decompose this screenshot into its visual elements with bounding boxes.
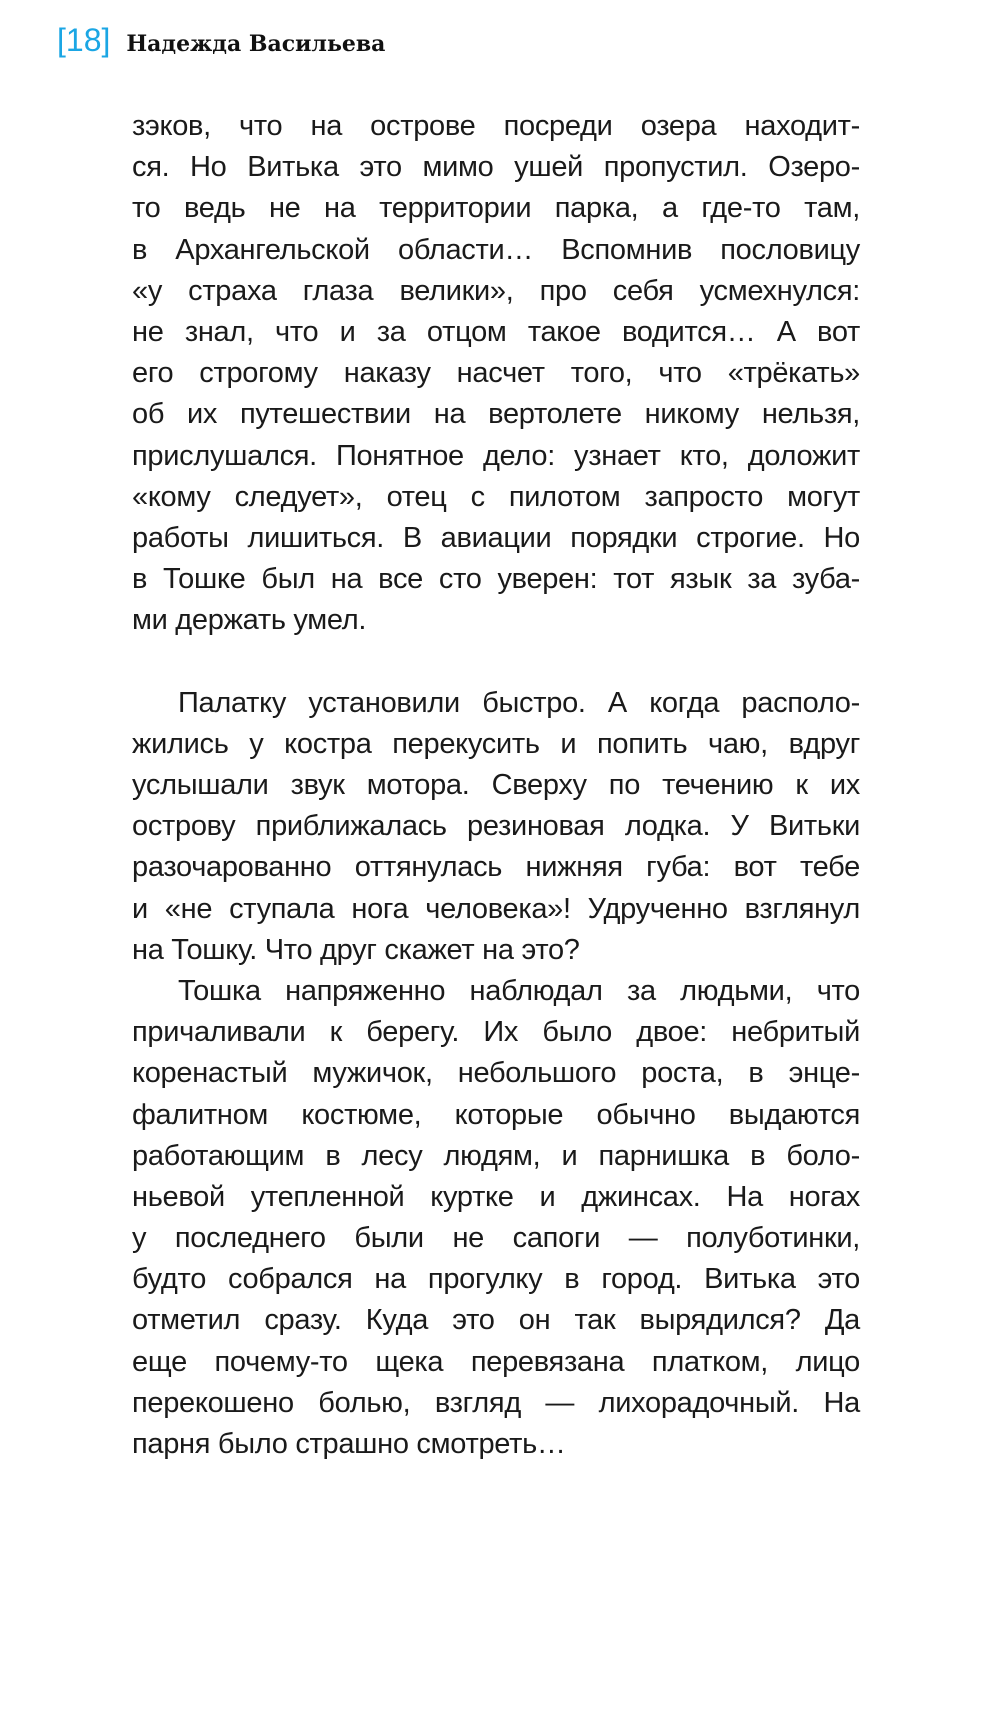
text-line: в Архангельской области… Вспомнив пословицу <box>132 233 860 266</box>
text-line: об их путешествии на вертолете никому нельзя, <box>132 398 860 431</box>
text-line: на Тошку. Что друг скажет на это? <box>132 933 580 966</box>
text-line: «у страха глаза велики», про себя усмехнулся: <box>132 274 860 307</box>
text-line: Тошка напряженно наблюдал за людьми, что <box>178 974 860 1007</box>
text-line: коренастый мужичок, небольшого роста, в энце- <box>132 1057 860 1090</box>
text-line: отметил сразу. Куда это он так вырядился? Да <box>132 1304 860 1337</box>
text-line: причаливали к берегу. Их было двое: небритый <box>132 1016 860 1049</box>
paragraph <box>132 106 860 641</box>
text-line: разочарованно оттянулась нижняя губа: вот тебе <box>132 851 860 884</box>
text-line: у последнего были не сапоги — полуботинки, <box>132 1222 860 1255</box>
text-line: еще почему-то щека перевязана платком, лицо <box>132 1345 860 1378</box>
text-line: зэков, что на острове посреди озера находит- <box>132 110 860 142</box>
text-line: фалитном костюме, которые обычно выдаются <box>132 1098 860 1131</box>
text-line: в Тошке был на все сто уверен: тот язык за зуба- <box>132 563 860 596</box>
text-line: жились у костра перекусить и попить чаю, вдруг <box>132 727 860 760</box>
text-line: работы лишиться. В авиации порядки строгие. Но <box>132 521 860 554</box>
paragraph-gap <box>132 641 860 682</box>
author-name: Надежда Васильева <box>126 31 386 57</box>
text-line: ся. Но Витька это мимо ушей пропустил. Озеро- <box>132 151 860 184</box>
text-line: Палатку установили быстро. А когда располо- <box>178 686 860 719</box>
paragraph <box>132 971 860 1465</box>
text-line: его строгому наказу насчет того, что «трёкать» <box>132 357 860 390</box>
text-line: прислушался. Понятное дело: узнает кто, доложит <box>132 439 860 472</box>
text-line: «кому следует», отец с пилотом запросто могут <box>132 480 860 513</box>
text-line: перекошено болью, взгляд — лихорадочный. На <box>132 1386 860 1419</box>
text-line: и «не ступала нога человека»! Удрученно взглянул <box>132 892 860 925</box>
text-line: острову приближалась резиновая лодка. У Витьки <box>132 810 860 843</box>
page-number: [18] <box>57 22 111 58</box>
text-line: ньевой утепленной куртке и джинсах. На ногах <box>132 1180 860 1213</box>
text-line: не знал, что и за отцом такое водится… А вот <box>132 315 860 348</box>
body-text <box>132 106 860 1465</box>
text-line: будто собрался на прогулку в город. Витька это <box>132 1263 860 1296</box>
text-line: то ведь не на территории парка, а где-то там, <box>132 192 860 225</box>
text-line: работающим в лесу людям, и парнишка в боло- <box>132 1139 860 1172</box>
paragraph <box>132 683 860 971</box>
text-line: ми держать умел. <box>132 604 367 637</box>
running-header <box>57 22 385 59</box>
text-line: услышали звук мотора. Сверху по течению к их <box>132 769 860 801</box>
text-line: парня было страшно смотреть… <box>132 1428 566 1460</box>
